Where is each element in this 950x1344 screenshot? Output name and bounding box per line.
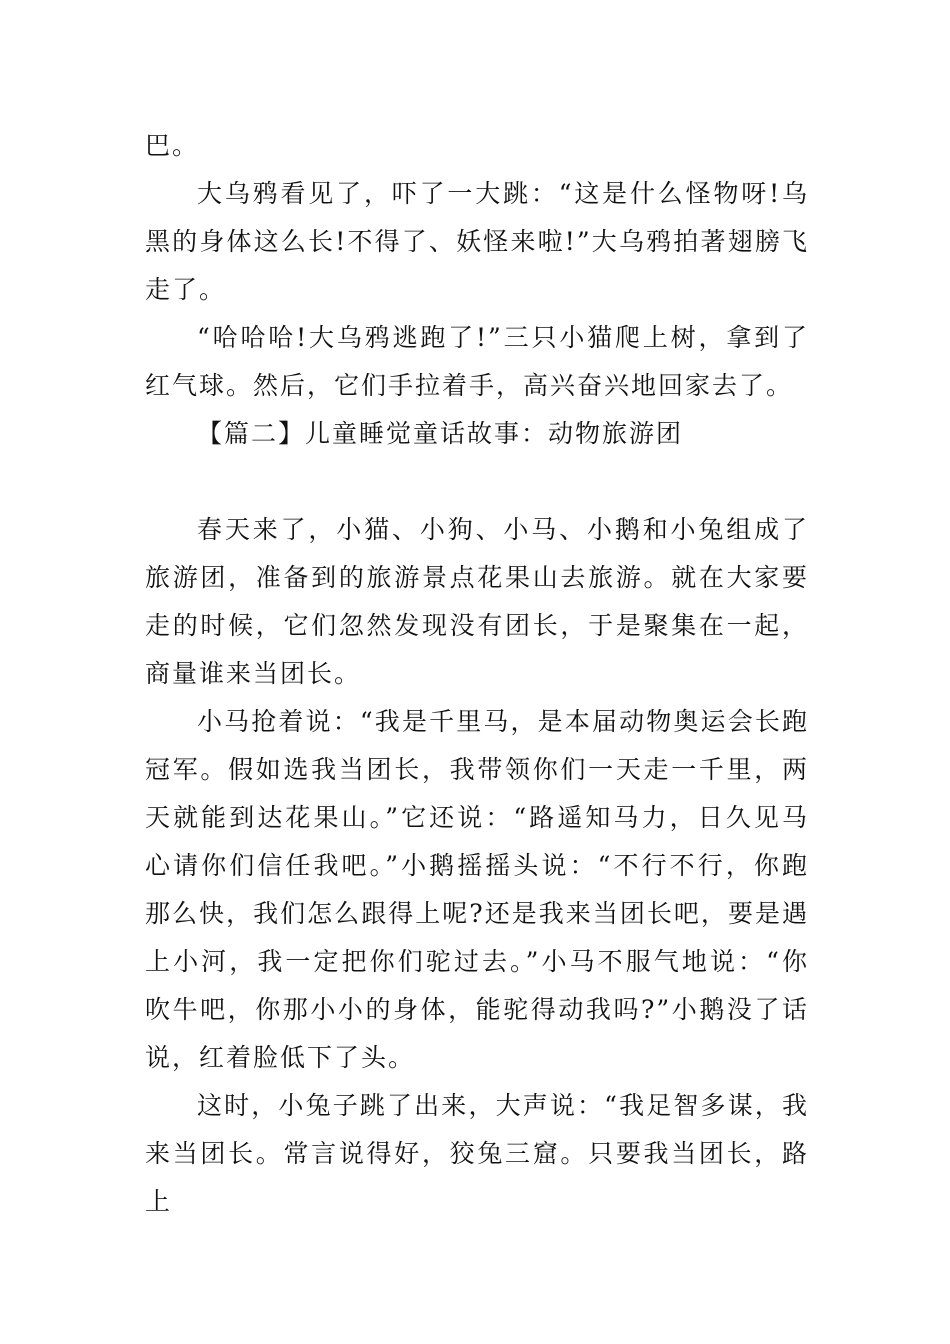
section-heading: 【篇二】儿童睡觉童话故事：动物旅游团 bbox=[197, 419, 684, 448]
document-body bbox=[145, 122, 809, 1226]
paragraph-continuation: 巴。 bbox=[145, 131, 200, 160]
paragraph-cats-balloon: “哈哈哈!大乌鸦逃跑了!”三只小猫爬上树，拿到了红气球。然后，它们手拉着手，高兴奋兴地回家去了。 bbox=[145, 323, 809, 400]
paragraph-crow-scared: 大乌鸦看见了，吓了一大跳：“这是什么怪物呀!乌黑的身体这么长!不得了、妖怪来啦!”大乌鸦拍著翅膀飞走了。 bbox=[145, 179, 809, 304]
paragraph-rabbit: 这时，小兔子跳了出来，大声说：“我足智多谋，我来当团长。常言说得好，狡兔三窟。只要我当团长，路上 bbox=[145, 1091, 809, 1216]
blank-line bbox=[145, 458, 809, 506]
paragraph-spring-tour: 春天来了，小猫、小狗、小马、小鹅和小兔组成了旅游团，准备到的旅游景点花果山去旅游。就在大家要走的时候，它们忽然发现没有团长，于是聚集在一起，商量谁来当团长。 bbox=[145, 515, 809, 688]
paragraph-horse-goose: 小马抢着说：“我是千里马，是本届动物奥运会长跑冠军。假如选我当团长，我带领你们一天走一千里，两天就能到达花果山。”它还说：“路遥知马力，日久见马心请你们信任我吧。”小鹅摇摇头说：“不行不行，你跑那么快，我们怎么跟得上呢?还是我来当团长吧，要是遇上小河，我一定把你们驼过去。”小马不服气地说：“你吹牛吧，你那小小的身体，能驼得动我吗?”小鹅没了话说，红着脸低下了头。 bbox=[145, 707, 809, 1072]
